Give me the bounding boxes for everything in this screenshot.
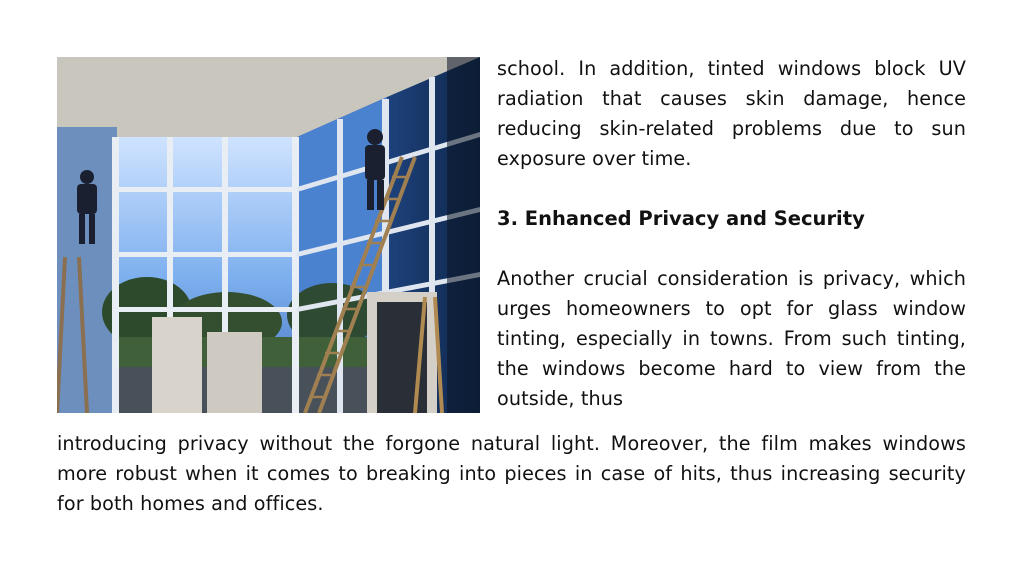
bottom-text-block [57, 429, 966, 519]
photo-illustration [57, 57, 480, 413]
paragraph-privacy: Another crucial consideration is privacy, which urges homeowners to opt for glass window tinting, especially in towns. From such tinting, the windows become hard to view from the outside, thus [497, 267, 966, 410]
section-heading: 3. Enhanced Privacy and Security [497, 207, 865, 230]
paragraph-security: introducing privacy without the forgone natural light. Moreover, the film makes windows more robust when it comes to breaking into pieces in case of hits, thus increasing security for both homes and offices. [57, 432, 966, 515]
paragraph-uv-protection: school. In addition, tinted windows block UV radiation that causes skin damage, hence reducing skin-related problems due to sun exposure over time. [497, 57, 966, 170]
right-text-column [497, 54, 966, 414]
window-tinting-photo [57, 57, 480, 413]
